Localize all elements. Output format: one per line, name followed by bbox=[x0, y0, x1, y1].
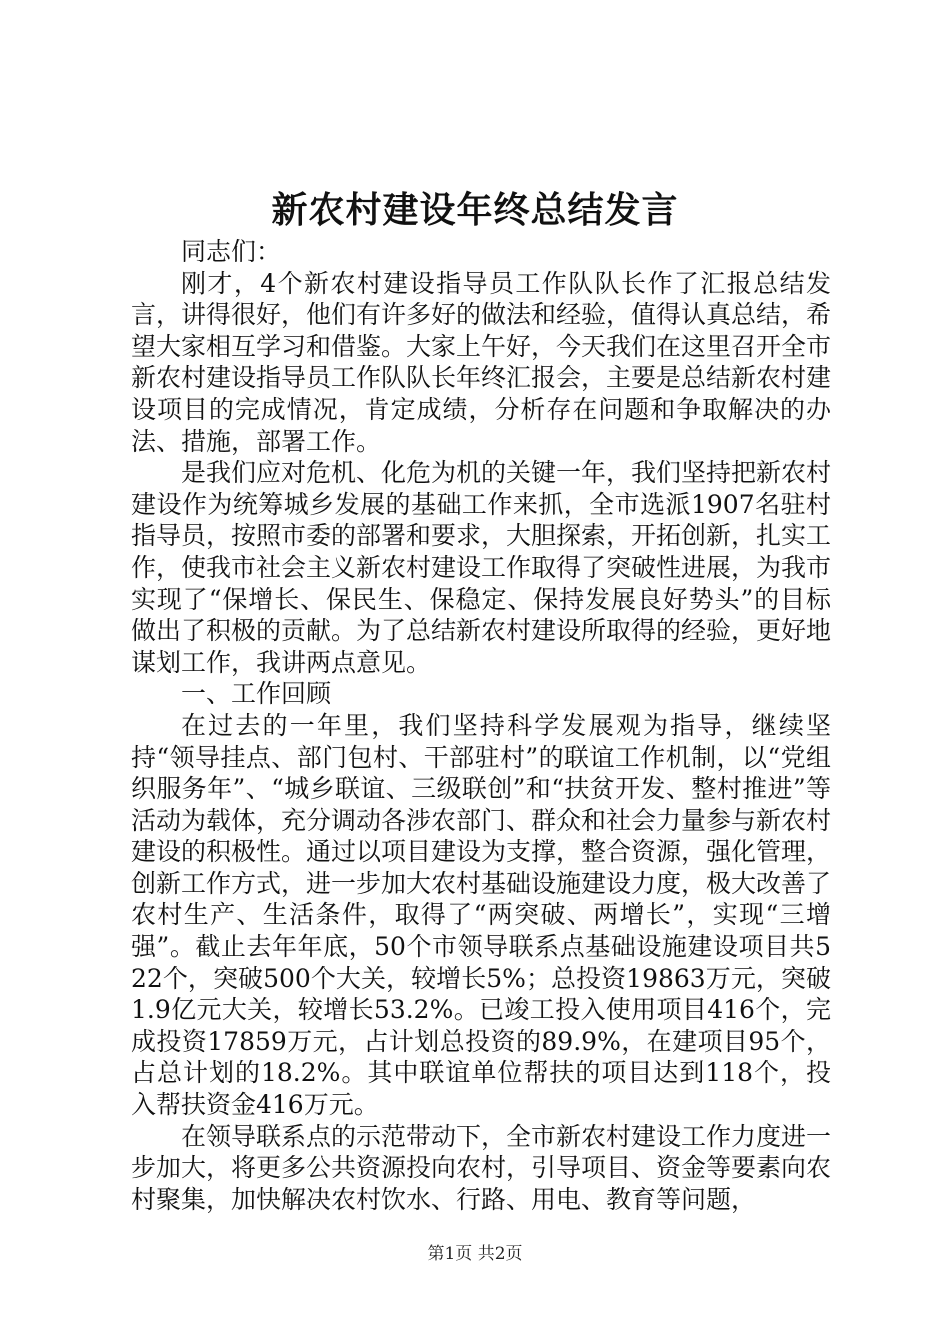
body-paragraph: 是我们应对危机、化危为机的关键一年，我们坚持把新农村建设作为统筹城乡发展的基础工作来抓，全市选派1907名驻村指导员，按照市委的部署和要求，大胆探索，开拓创新，扎实工作，使我市社会主义新农村建设工作取得了突破性进展，为我市实现了“保增长、保民生、保稳定、保持发展良好势头”的目标做出了积极的贡献。为了总结新农村建设所取得的经验，更好地谋划工作，我讲两点意见。 bbox=[131, 458, 832, 677]
document-title: 新农村建设年终总结发言 bbox=[271, 189, 679, 231]
salutation-paragraph: 同志们： bbox=[181, 237, 282, 266]
page-footer: 第1页 共2页 bbox=[427, 1244, 523, 1264]
section-heading: 一、工作回顾 bbox=[181, 679, 332, 709]
body-paragraph: 在过去的一年里，我们坚持科学发展观为指导，继续坚持“领导挂点、部门包村、干部驻村”的联谊工作机制，以“党组织服务年”、“城乡联谊、三级联创”和“扶贫开发、整村推进”等活动为载体，充分调动各涉农部门、群众和社会力量参与新农村建设的积极性。通过以项目建设为支撑，整合资源，强化管理，创新工作方式，进一步加大农村基础设施建设力度，极大改善了农村生产、生活条件，取得了“两突破、两增长”，实现“三增强”。截止去年年底，50个市领导联系点基础设施建设项目共522个，突破500个大关，较增长5%；总投资19863万元，突破1.9亿元大关，较增长53.2%。已竣工投入使用项目416个，完成投资17859万元，占计划总投资的89.9%，在建项目95个，占总计划的18.2%。其中联谊单位帮扶的项目达到118个，投入帮扶资金416万元。 bbox=[131, 710, 832, 1120]
body-paragraph: 刚才，4个新农村建设指导员工作队队长作了汇报总结发言，讲得很好，他们有许多好的做法和经验，值得认真总结，希望大家相互学习和借鉴。大家上午好，今天我们在这里召开全市新农村建设指导员工作队队长年终汇报会，主要是总结新农村建设项目的完成情况，肯定成绩，分析存在问题和争取解决的办法、措施，部署工作。 bbox=[131, 268, 832, 456]
body-paragraph: 在领导联系点的示范带动下，全市新农村建设工作力度进一步加大，将更多公共资源投向农村，引导项目、资金等要素向农村聚集，加快解决农村饮水、行路、用电、教育等问题， bbox=[131, 1121, 832, 1214]
document-body bbox=[131, 236, 831, 1215]
